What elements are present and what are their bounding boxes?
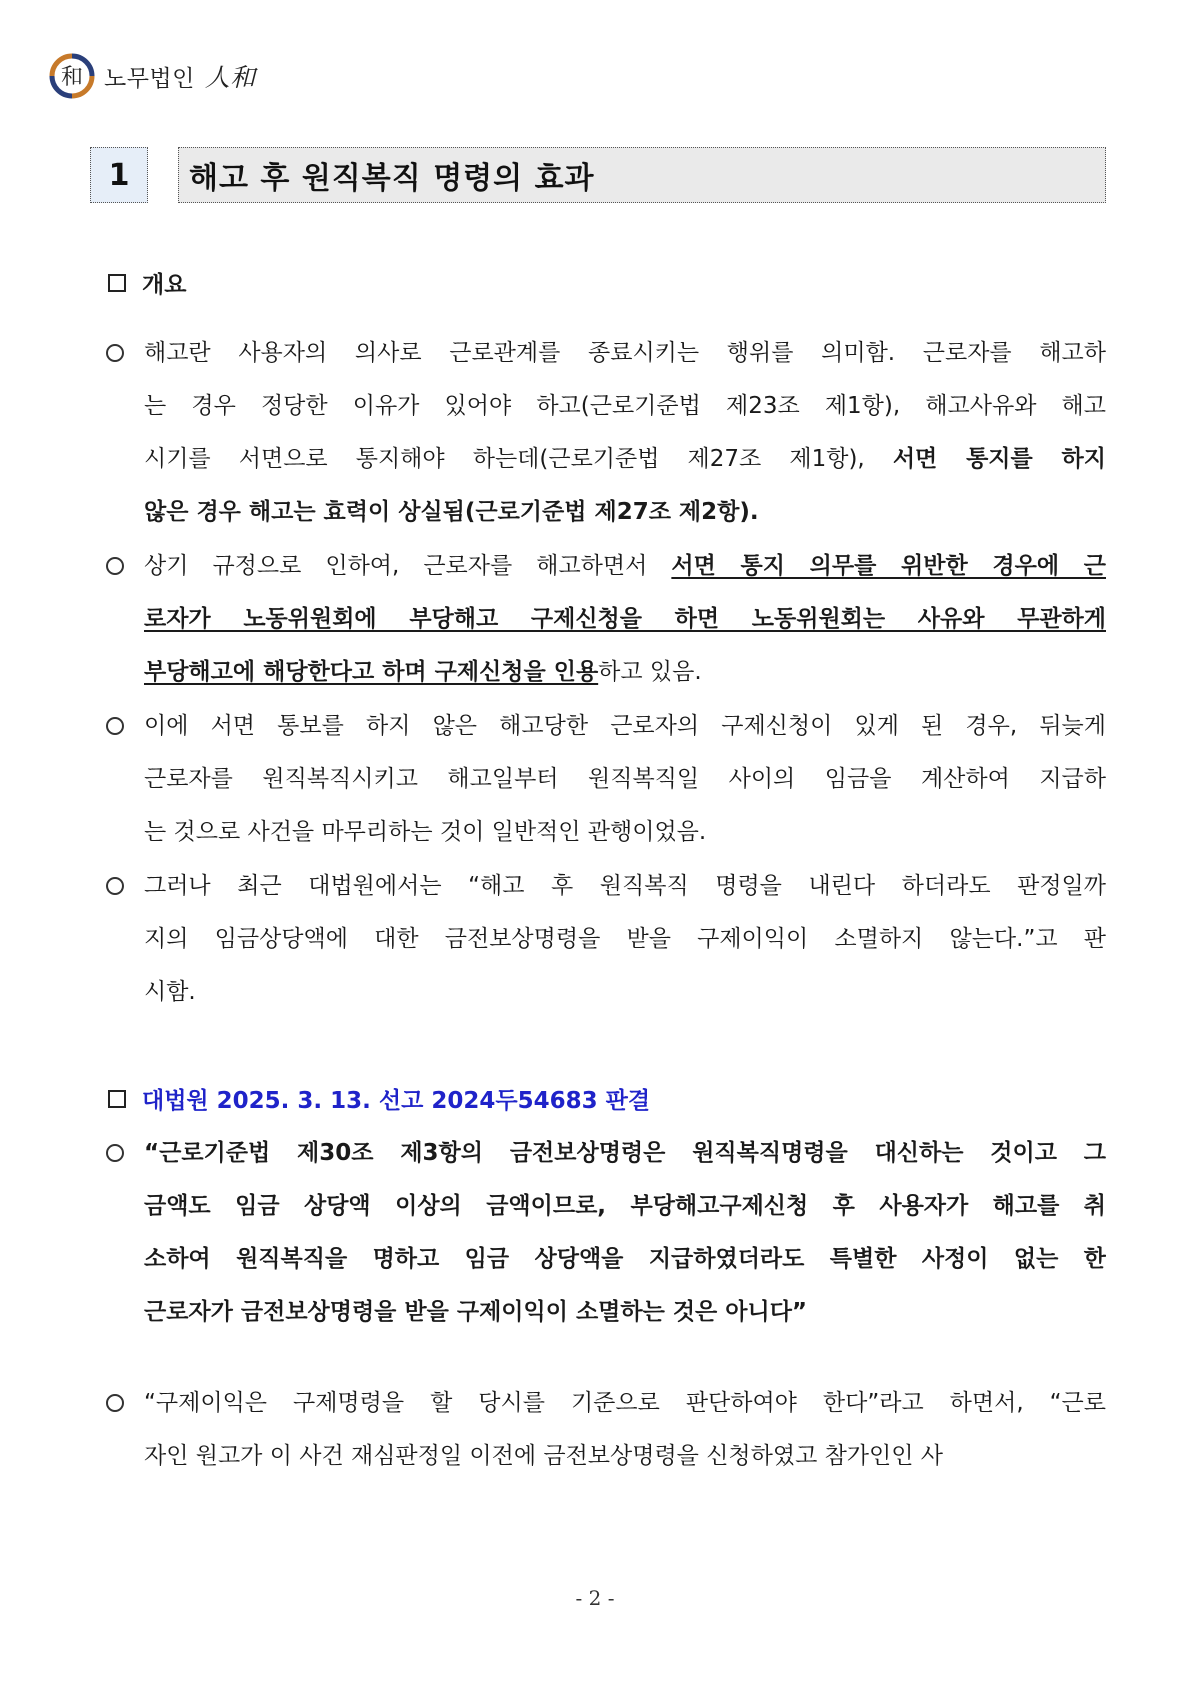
company-name (104, 58, 256, 94)
section-title: 해고 후 원직복직 명령의 효과 (178, 147, 1106, 203)
text-line (144, 812, 1106, 852)
text-line (144, 1133, 1106, 1173)
bullet-item (106, 333, 1106, 545)
body-text: 시함. (144, 979, 196, 1005)
circle-bullet-icon (106, 877, 124, 895)
square-bullet-icon (108, 1090, 126, 1108)
text-line (144, 1186, 1106, 1226)
text-line (144, 386, 1106, 426)
body-text: 하고 있음. (598, 659, 702, 685)
page-number: - 2 - (575, 1586, 615, 1610)
text-line (144, 919, 1106, 959)
emphasized-text: 금액도 임금 상당액 이상의 금액이므로, 부당해고구제신청 후 사용자가 해고를 취 (144, 1193, 1106, 1219)
text-line (144, 866, 1106, 906)
text-line (144, 759, 1106, 799)
svg-text:和: 和 (60, 65, 84, 90)
body-text: 자인 원고가 이 사건 재심판정일 이전에 금전보상명령을 신청하였고 참가인인 사 (144, 1443, 943, 1469)
emphasized-text: “근로기준법 제30조 제3항의 금전보상명령은 원직복직명령을 대신하는 것이고 그 (144, 1140, 1106, 1166)
text-line (144, 1436, 1106, 1476)
bullet-item (106, 866, 1106, 1025)
square-bullet-icon (108, 274, 126, 292)
body-text: 이에 서면 통보를 하지 않은 해고당한 근로자의 구제신청이 있게 된 경우, 뒤늦게 (144, 713, 1106, 739)
body-text: “구제이익은 구제명령을 할 당시를 기준으로 판단하여야 한다”라고 하면서, “근로 (144, 1390, 1106, 1416)
text-line (144, 652, 1106, 692)
body-text: 지의 임금상당액에 대한 금전보상명령을 받을 구제이익이 소멸하지 않는다.”고 판 (144, 926, 1106, 952)
emphasized-text: 근로자가 금전보상명령을 받을 구제이익이 소멸하는 것은 아니다” (144, 1299, 808, 1325)
text-line (144, 1292, 1106, 1332)
text-line (144, 972, 1106, 1012)
text-line (144, 439, 1106, 479)
body-text: 근로자를 원직복직시키고 해고일부터 원직복직일 사이의 임금을 계산하여 지급하 (144, 766, 1106, 792)
bullet-item (106, 1383, 1106, 1489)
section-number: 1 (90, 147, 148, 203)
body-text: 는 경우 정당한 이유가 있어야 하고(근로기준법 제23조 제1항), 해고사유와 해고 (144, 393, 1106, 419)
emphasized-text: 소하여 원직복직을 명하고 임금 상당액을 지급하였더라도 특별한 사정이 없는 한 (144, 1246, 1106, 1272)
overview-heading-text: 개요 (142, 272, 187, 298)
emphasized-text: 로자가 노동위원회에 부당해고 구제신청을 하면 노동위원회는 사유와 무관하게 (144, 606, 1106, 632)
company-name-korean: 노무법인 (104, 66, 195, 92)
bullet-item (106, 546, 1106, 705)
text-line (144, 599, 1106, 639)
circle-bullet-icon (106, 1144, 124, 1162)
body-text: 는 것으로 사건을 마무리하는 것이 일반적인 관행이었음. (144, 819, 707, 845)
company-name-hanja: 人和 (204, 63, 256, 92)
text-line (144, 1239, 1106, 1279)
text-line (144, 706, 1106, 746)
ruling-heading (108, 1082, 650, 1115)
text-line (144, 1383, 1106, 1423)
circle-bullet-icon (106, 717, 124, 735)
text-line (144, 333, 1106, 373)
body-text: 상기 규정으로 인하여, 근로자를 해고하면서 (144, 553, 672, 579)
company-seal-icon (48, 52, 96, 100)
body-text: 시기를 서면으로 통지해야 하는데(근로기준법 제27조 제1항), (144, 446, 893, 472)
bullet-item (106, 1133, 1106, 1345)
circle-bullet-icon (106, 1394, 124, 1412)
emphasized-text: 않은 경우 해고는 효력이 상실됨(근로기준법 제27조 제2항). (144, 499, 759, 525)
emphasized-text: 서면 통지 의무를 위반한 경우에 근 (671, 553, 1106, 579)
circle-bullet-icon (106, 344, 124, 362)
body-text: 그러나 최근 대법원에서는 “해고 후 원직복직 명령을 내린다 하더라도 판정일까 (144, 873, 1106, 899)
ruling-heading-text: 대법원 2025. 3. 13. 선고 2024두54683 판결 (142, 1088, 651, 1114)
body-text: 해고란 사용자의 의사로 근로관계를 종료시키는 행위를 의미함. 근로자를 해고하 (144, 340, 1106, 366)
text-line (144, 546, 1106, 586)
bullet-item (106, 706, 1106, 865)
emphasized-text: 부당해고에 해당한다고 하며 구제신청을 인용 (144, 659, 599, 685)
company-logo (48, 52, 256, 100)
circle-bullet-icon (106, 557, 124, 575)
overview-heading (108, 266, 186, 299)
text-line (144, 492, 1106, 532)
emphasized-text: 서면 통지를 하지 (892, 446, 1106, 472)
